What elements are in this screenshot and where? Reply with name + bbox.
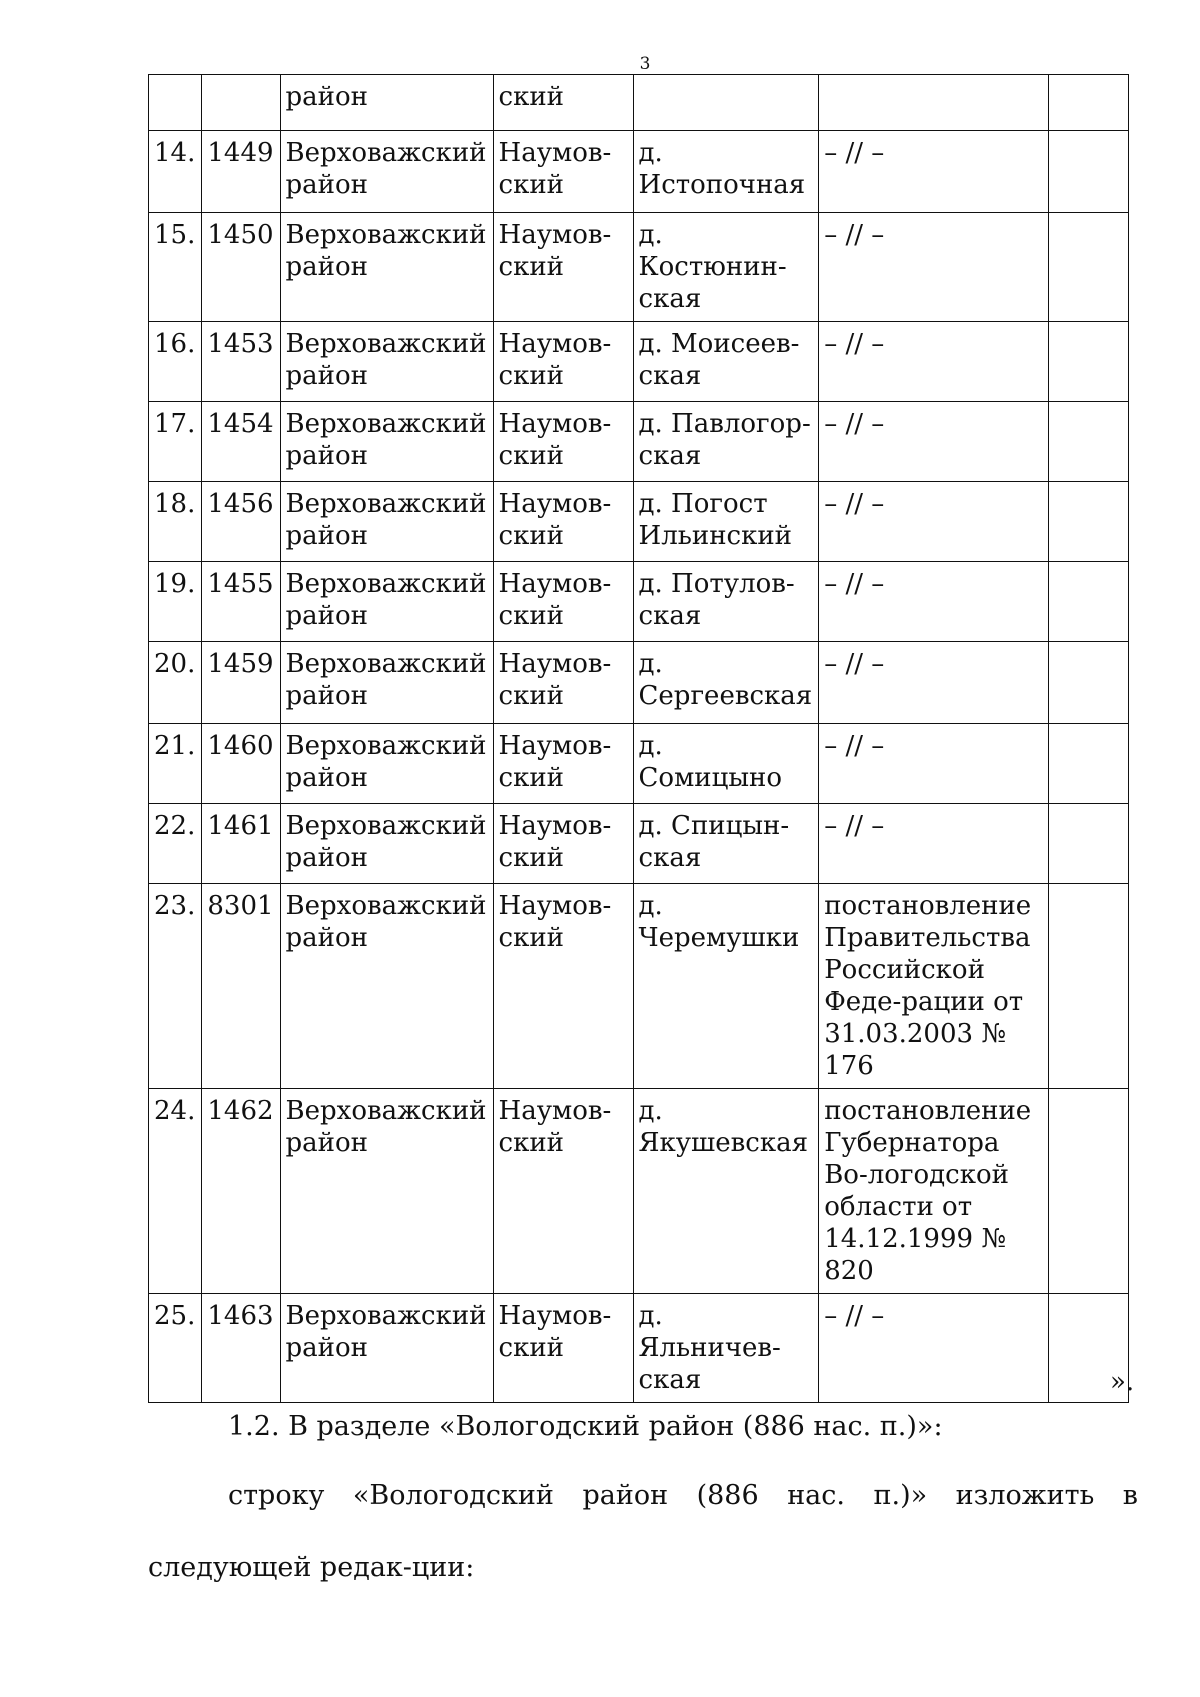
page-number: 3: [639, 54, 651, 74]
row-number-cell: 24.: [149, 1089, 202, 1294]
row-number-cell: 21.: [149, 724, 202, 804]
code-cell: 1462: [202, 1089, 280, 1294]
district-cell: Верховажский район: [280, 213, 493, 322]
extra-cell: [1049, 562, 1129, 642]
table-row: [149, 724, 1129, 804]
locality-cell: д. Павлогор-ская: [633, 402, 819, 482]
locality-cell: д. Спицын-ская: [633, 804, 819, 884]
table-row: [149, 75, 1129, 131]
settlement-cell: Наумов-ский: [493, 804, 633, 884]
extra-cell: [1049, 724, 1129, 804]
code-cell: 8301: [202, 884, 280, 1089]
table-row: [149, 562, 1129, 642]
table-row: [149, 482, 1129, 562]
district-cell: Верховажский район: [280, 1294, 493, 1403]
district-cell: Верховажский район: [280, 402, 493, 482]
code-cell: 1454: [202, 402, 280, 482]
table-row: [149, 884, 1129, 1089]
settlement-cell: Наумов-ский: [493, 402, 633, 482]
locality-cell: д. Погост Ильинский: [633, 482, 819, 562]
district-cell: Верховажский район: [280, 482, 493, 562]
table-row: [149, 402, 1129, 482]
basis-cell: – // –: [819, 562, 1049, 642]
row-number-cell: 25.: [149, 1294, 202, 1403]
extra-cell: [1049, 1089, 1129, 1294]
settlement-cell: Наумов-ский: [493, 884, 633, 1089]
extra-cell: [1049, 402, 1129, 482]
table-row: [149, 804, 1129, 884]
row-number-cell: 16.: [149, 322, 202, 402]
basis-cell: – // –: [819, 402, 1049, 482]
district-cell: Верховажский район: [280, 1089, 493, 1294]
district-cell: район: [280, 75, 493, 131]
code-cell: 1449: [202, 131, 280, 213]
table-row: [149, 322, 1129, 402]
row-number-cell: 19.: [149, 562, 202, 642]
locality-cell: д. Сомицыно: [633, 724, 819, 804]
code-cell: 1450: [202, 213, 280, 322]
settlement-cell: ский: [493, 75, 633, 131]
table-row: [149, 642, 1129, 724]
extra-cell: [1049, 75, 1129, 131]
basis-cell: – // –: [819, 1294, 1049, 1403]
extra-cell: [1049, 804, 1129, 884]
settlement-cell: Наумов-ский: [493, 724, 633, 804]
settlement-cell: Наумов-ский: [493, 1089, 633, 1294]
district-cell: Верховажский район: [280, 562, 493, 642]
table-row: [149, 1089, 1129, 1294]
settlement-cell: Наумов-ский: [493, 642, 633, 724]
locality-cell: д. Истопочная: [633, 131, 819, 213]
settlement-cell: Наумов-ский: [493, 482, 633, 562]
code-cell: 1461: [202, 804, 280, 884]
paragraph-section-heading: 1.2. В разделе «Вологодский район (886 нас. п.)»:: [228, 1411, 943, 1442]
row-number-cell: 20.: [149, 642, 202, 724]
extra-cell: [1049, 322, 1129, 402]
locality-cell: д. Сергеевская: [633, 642, 819, 724]
settlement-cell: Наумов-ский: [493, 562, 633, 642]
code-cell: 1455: [202, 562, 280, 642]
code-cell: 1456: [202, 482, 280, 562]
basis-cell: – // –: [819, 213, 1049, 322]
row-number-cell: 22.: [149, 804, 202, 884]
locality-cell: д. Костюнин-ская: [633, 213, 819, 322]
row-number-cell: 17.: [149, 402, 202, 482]
table-row: [149, 131, 1129, 213]
table-row: [149, 1294, 1129, 1403]
basis-cell: – // –: [819, 482, 1049, 562]
basis-cell: – // –: [819, 322, 1049, 402]
row-number-cell: [149, 75, 202, 131]
locality-cell: д. Черемушки: [633, 884, 819, 1089]
settlement-cell: Наумов-ский: [493, 1294, 633, 1403]
district-cell: Верховажский район: [280, 804, 493, 884]
district-cell: Верховажский район: [280, 724, 493, 804]
table-row: [149, 213, 1129, 322]
basis-cell: – // –: [819, 804, 1049, 884]
paragraph-instruction: строку «Вологодский район (886 нас. п.)» изложить в следующей редак-ции:: [148, 1480, 1138, 1583]
settlement-cell: Наумов-ский: [493, 213, 633, 322]
locality-cell: д. Моисеев-ская: [633, 322, 819, 402]
closing-quote: ».: [1110, 1367, 1135, 1397]
extra-cell: [1049, 482, 1129, 562]
district-cell: Верховажский район: [280, 884, 493, 1089]
row-number-cell: 14.: [149, 131, 202, 213]
basis-cell: постановление Губернатора Во-логодской области от 14.12.1999 № 820: [819, 1089, 1049, 1294]
table-body: [149, 75, 1129, 1403]
row-number-cell: 15.: [149, 213, 202, 322]
locality-cell: [633, 75, 819, 131]
code-cell: [202, 75, 280, 131]
basis-cell: постановление Правительства Российской Феде-рации от 31.03.2003 № 176: [819, 884, 1049, 1089]
district-cell: Верховажский район: [280, 322, 493, 402]
extra-cell: [1049, 884, 1129, 1089]
extra-cell: [1049, 642, 1129, 724]
district-cell: Верховажский район: [280, 642, 493, 724]
settlement-cell: Наумов-ский: [493, 131, 633, 213]
basis-cell: [819, 75, 1049, 131]
basis-cell: – // –: [819, 724, 1049, 804]
extra-cell: [1049, 213, 1129, 322]
basis-cell: – // –: [819, 642, 1049, 724]
locality-cell: д. Якушевская: [633, 1089, 819, 1294]
district-cell: Верховажский район: [280, 131, 493, 213]
basis-cell: – // –: [819, 131, 1049, 213]
row-number-cell: 23.: [149, 884, 202, 1089]
code-cell: 1460: [202, 724, 280, 804]
extra-cell: [1049, 131, 1129, 213]
row-number-cell: 18.: [149, 482, 202, 562]
code-cell: 1463: [202, 1294, 280, 1403]
locality-cell: д. Яльничев-ская: [633, 1294, 819, 1403]
locality-cell: д. Потулов-ская: [633, 562, 819, 642]
settlements-table: [148, 74, 1129, 1403]
settlement-cell: Наумов-ский: [493, 322, 633, 402]
code-cell: 1459: [202, 642, 280, 724]
code-cell: 1453: [202, 322, 280, 402]
